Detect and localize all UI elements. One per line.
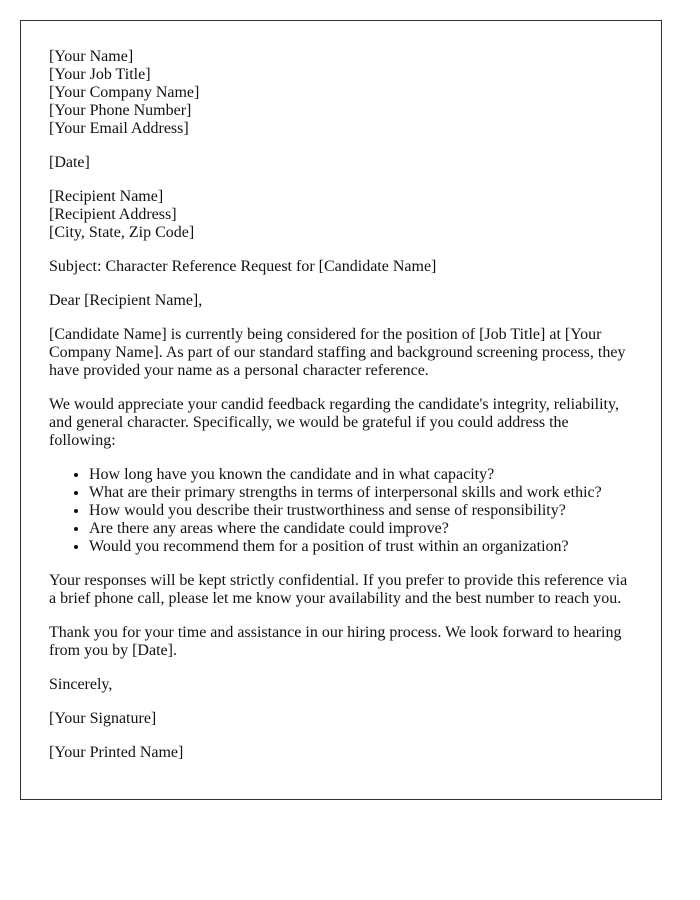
sender-phone: [Your Phone Number] [49, 102, 192, 119]
recipient-address: [Recipient Address] [49, 206, 177, 223]
sender-company: [Your Company Name] [49, 84, 200, 101]
letter-document [20, 20, 662, 800]
salutation: Dear [Recipient Name], [49, 292, 203, 309]
body-paragraph: Your responses will be kept strictly confidential. If you prefer to provide this reference via a brief phone call, please let me know your availability and the best number to reach you. [49, 572, 628, 607]
subject-line: Subject: Character Reference Request for [Candidate Name] [49, 258, 437, 275]
body-paragraph: [Candidate Name] is currently being considered for the position of [Job Title] at [Your Company Name]. As part of our standard staffing and background screening process, they have provided your name as a personal character reference. [49, 326, 626, 379]
sender-email: [Your Email Address] [49, 120, 189, 137]
signature: [Your Signature] [49, 710, 157, 727]
question-item: • How long have you known the candidate and in what capacity? [89, 466, 633, 484]
recipient-city-state-zip: [City, State, Zip Code] [49, 224, 195, 241]
body-paragraph: Thank you for your time and assistance in our hiring process. We look forward to hearing from you by [Date]. [49, 624, 622, 659]
question-item: • What are their primary strengths in terms of interpersonal skills and work ethic? [89, 484, 633, 502]
recipient-name: [Recipient Name] [49, 188, 164, 205]
letter-date: [Date] [49, 154, 90, 171]
printed-name: [Your Printed Name] [49, 744, 184, 761]
question-item: • How would you describe their trustworthiness and sense of responsibility? [89, 502, 633, 520]
sender-job-title: [Your Job Title] [49, 66, 151, 83]
sender-name: [Your Name] [49, 48, 134, 65]
sender-block [49, 48, 633, 138]
body-paragraph: We would appreciate your candid feedback regarding the candidate's integrity, reliability, and general character. Specifically, we would be grateful if you could address the following: [49, 396, 619, 449]
question-item: • Would you recommend them for a position of trust within an organization? [89, 538, 633, 556]
question-item: • Are there any areas where the candidate could improve? [89, 520, 633, 538]
question-list [49, 466, 633, 556]
closing: Sincerely, [49, 676, 113, 693]
recipient-block [49, 188, 633, 242]
